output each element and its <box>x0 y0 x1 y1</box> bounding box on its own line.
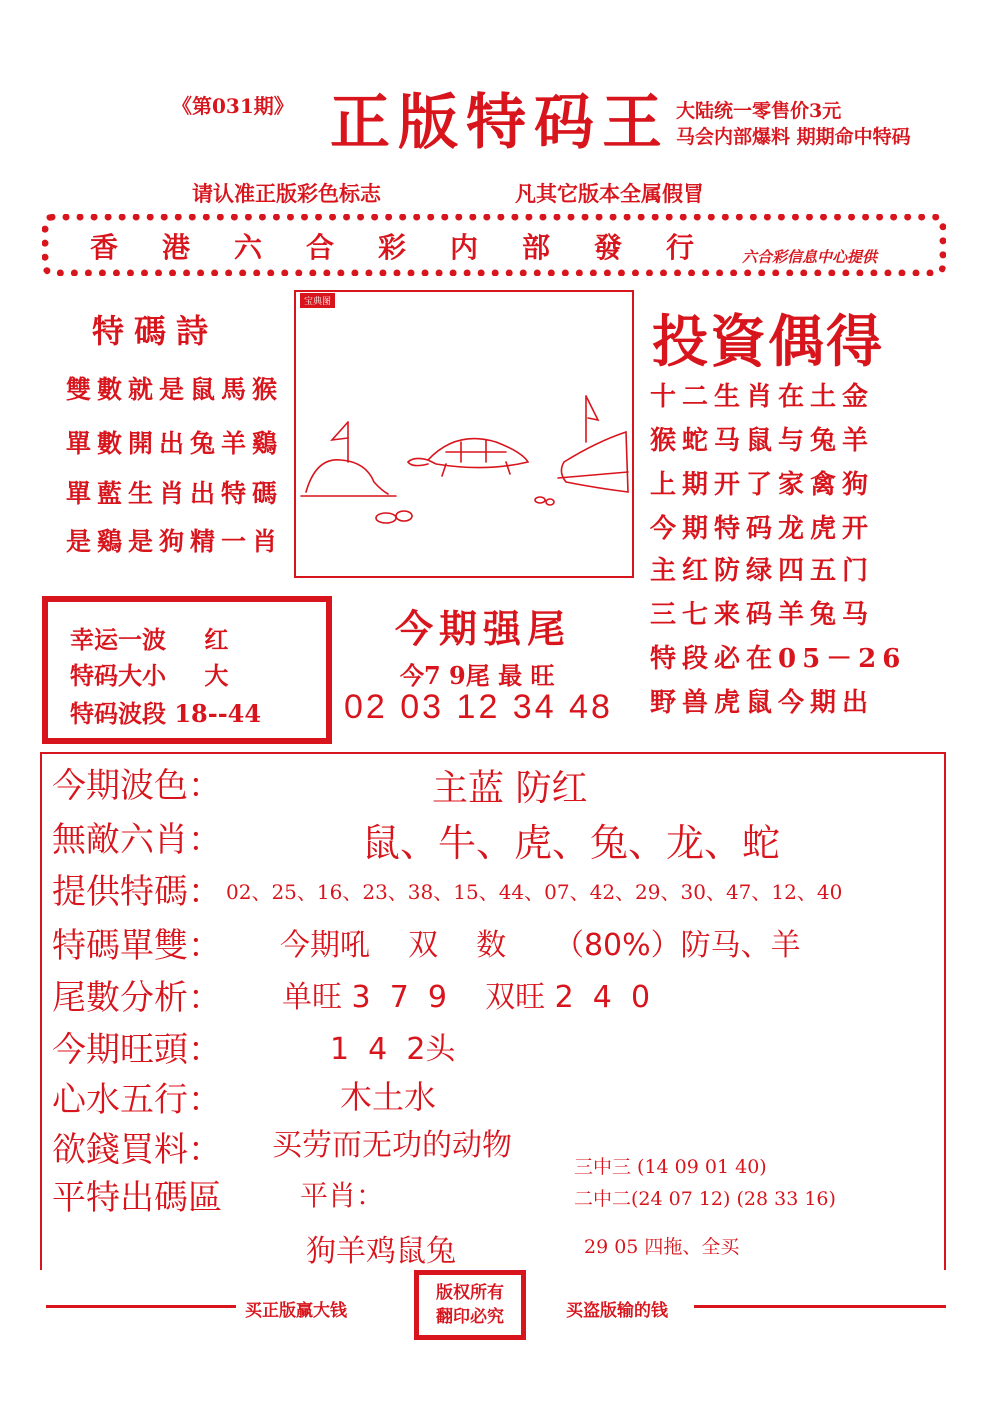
invest-line: 猴蛇马鼠与兔羊 <box>650 426 875 456</box>
pingte-zodiac: 狗羊鸡鼠兔 <box>306 1234 456 1269</box>
tagline: 马会内部爆料 期期命中特码 <box>676 126 911 148</box>
footer-right-slogan: 买盗版输的钱 <box>566 1301 668 1321</box>
row-value: 今期吼 双 数 （80%）防马、羊 <box>280 928 801 963</box>
lucky-label: 特码波段 <box>70 699 166 728</box>
row-value: 木土水 <box>340 1078 437 1116</box>
row-label: 提供特碼： <box>52 872 222 912</box>
invest-line: 十二生肖在土金 <box>650 382 875 412</box>
footer-left-slogan: 买正版赢大钱 <box>245 1301 347 1321</box>
lucky-row <box>70 620 228 655</box>
lucky-row <box>70 656 228 691</box>
row-value: 平肖： <box>300 1179 385 1212</box>
lucky-label: 幸运一波 <box>70 625 166 654</box>
invest-line: 今期特码龙虎开 <box>650 514 875 544</box>
row-value: 1 4 2头 <box>330 1032 456 1067</box>
footer-divider-left <box>46 1305 236 1308</box>
poem-line: 是鷄是狗精一肖 <box>66 527 284 556</box>
lucky-value: 18--44 <box>174 699 262 728</box>
row-label: 今期旺頭： <box>52 1030 222 1070</box>
row-label: 今期波色： <box>52 766 222 806</box>
row-value: 鼠、牛、虎、兔、龙、蛇 <box>362 821 781 865</box>
combo-two: 二中二(24 07 12) (28 33 16) <box>574 1188 836 1210</box>
poem-title: 特碼詩 <box>92 312 219 350</box>
price-line: 大陆统一零售价3元 <box>676 100 842 122</box>
row-value: 买劳而无功的动物 <box>272 1128 512 1163</box>
row-label: 欲錢買料： <box>52 1130 222 1170</box>
counterfeit-notice: 凡其它版本全属假冒 <box>515 181 704 206</box>
invest-line: 野兽虎鼠今期出 <box>650 688 875 718</box>
turtle-flag-illustration <box>296 292 632 576</box>
invest-line: 特段必在05－26 <box>650 644 907 674</box>
invest-line: 主红防绿四五门 <box>650 556 875 586</box>
strong-tail-sub: 今7 9尾 最 旺 <box>400 661 555 690</box>
row-value: 02、25、16、23、38、15、44、07、42、29、30、47、12、40 <box>226 880 843 904</box>
banner-text: 香港六合彩内部發行 <box>90 231 739 264</box>
poem-line: 單藍生肖出特碼 <box>66 479 284 508</box>
row-label: 無敵六肖： <box>52 820 222 860</box>
copyright-line: 版权所有 <box>436 1283 504 1303</box>
strong-tail-title: 今期强尾 <box>395 606 572 651</box>
combo-three: 三中三 (14 09 01 40) <box>574 1156 767 1178</box>
invest-title: 投資偶得 <box>652 309 884 375</box>
lucky-label: 特码大小 <box>70 661 166 690</box>
lucky-value: 大 <box>204 661 229 690</box>
copyright-stamp <box>414 1270 526 1340</box>
row-label: 心水五行： <box>52 1080 222 1120</box>
row-label: 尾數分析： <box>52 978 222 1018</box>
invest-line: 上期开了家禽狗 <box>650 470 875 500</box>
lucky-value: 红 <box>204 625 229 654</box>
banner-subtext: 六合彩信息中心提供 <box>742 248 878 266</box>
authentic-notice: 请认准正版彩色标志 <box>192 181 381 206</box>
poem-line: 單數開出兔羊鷄 <box>66 429 284 458</box>
combo-drag: 29 05 四拖、全买 <box>584 1236 740 1258</box>
row-value: 单旺 3 7 9 双旺 2 4 0 <box>282 980 651 1015</box>
invest-line: 三七来码羊兔马 <box>650 600 875 630</box>
picture-tag: 宝典图 <box>300 293 335 308</box>
footer-divider-right <box>694 1305 946 1308</box>
row-value: 主蓝 防红 <box>432 768 588 809</box>
lucky-row <box>70 694 261 729</box>
row-label: 平特出碼區 <box>52 1178 222 1218</box>
page-title: 正版特码王 <box>330 88 670 158</box>
riddle-picture <box>294 290 634 578</box>
copyright-line: 翻印必究 <box>436 1307 504 1327</box>
issue-number: 《第031期》 <box>172 94 294 118</box>
poem-line: 雙數就是鼠馬猴 <box>66 375 284 404</box>
row-label: 特碼單雙： <box>52 926 222 966</box>
strong-tail-numbers: 02 03 12 34 48 <box>344 688 613 726</box>
